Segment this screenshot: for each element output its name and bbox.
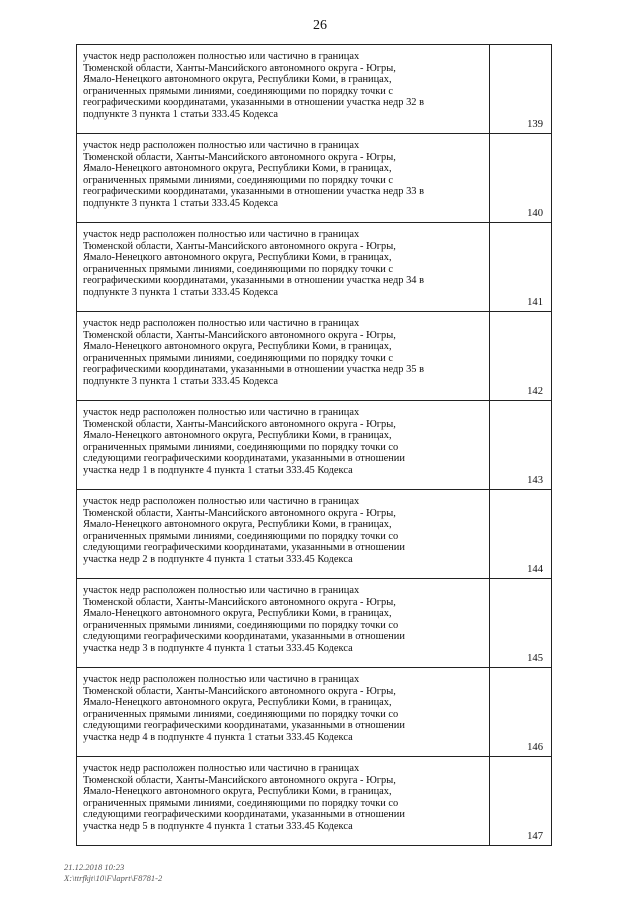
row-number: 140: [527, 208, 543, 219]
description-cell: [77, 490, 490, 579]
row-number: 139: [527, 119, 543, 130]
table-row: [77, 579, 552, 668]
number-cell: [490, 134, 552, 223]
row-description: участок недр расположен полностью или частично в границах Тюменской области, Ханты-Мансийского автономного округа - Югры, Ямало-Ненецкого автономного округа, Республики Коми, в границах, ограниченных прямыми линиями, соединяющими по порядку точки со следующими географическими координатами, указанными в отношении участка недр 3 в подпункте 4 пункта 1 статьи 333.45 Кодекса: [83, 585, 405, 654]
description-cell: [77, 757, 490, 846]
document-footer: [64, 862, 162, 884]
table-row: [77, 401, 552, 490]
row-description: участок недр расположен полностью или частично в границах Тюменской области, Ханты-Мансийского автономного округа - Югры, Ямало-Ненецкого автономного округа, Республики Коми, в границах, ограниченных прямыми линиями, соединяющими по порядку точки с географическими координатами, указанными в отношении участка недр 35 в подпункте 3 пункта 1 статьи 333.45 Кодекса: [83, 318, 424, 387]
description-cell: [77, 668, 490, 757]
table-row: [77, 134, 552, 223]
description-cell: [77, 223, 490, 312]
number-cell: [490, 668, 552, 757]
description-cell: [77, 45, 490, 134]
footer-file-path: X:\ttrfkjt\10\F\laprt\F8781-2: [64, 873, 163, 883]
footer-date: 21.12.2018 10:23: [64, 862, 125, 872]
table-row: [77, 668, 552, 757]
number-cell: [490, 312, 552, 401]
number-cell: [490, 579, 552, 668]
table-row: [77, 312, 552, 401]
row-description: участок недр расположен полностью или частично в границах Тюменской области, Ханты-Мансийского автономного округа - Югры, Ямало-Ненецкого автономного округа, Республики Коми, в границах, ограниченных прямыми линиями, соединяющими по порядку точки со следующими географическими координатами, указанными в отношении участка недр 5 в подпункте 4 пункта 1 статьи 333.45 Кодекса: [83, 763, 405, 832]
row-number: 142: [527, 386, 543, 397]
row-description: участок недр расположен полностью или частично в границах Тюменской области, Ханты-Мансийского автономного округа - Югры, Ямало-Ненецкого автономного округа, Республики Коми, в границах, ограниченных прямыми линиями, соединяющими по порядку точки со следующими географическими координатами, указанными в отношении участка недр 1 в подпункте 4 пункта 1 статьи 333.45 Кодекса: [83, 407, 405, 476]
description-cell: [77, 579, 490, 668]
row-description: участок недр расположен полностью или частично в границах Тюменской области, Ханты-Мансийского автономного округа - Югры, Ямало-Ненецкого автономного округа, Республики Коми, в границах, ограниченных прямыми линиями, соединяющими по порядку точки со следующими географическими координатами, указанными в отношении участка недр 4 в подпункте 4 пункта 1 статьи 333.45 Кодекса: [83, 674, 405, 743]
row-number: 145: [527, 653, 543, 664]
provisions-table: [76, 44, 552, 846]
row-number: 143: [527, 475, 543, 486]
row-number: 147: [527, 831, 543, 842]
description-cell: [77, 134, 490, 223]
number-cell: [490, 223, 552, 312]
table-row: [77, 45, 552, 134]
number-cell: [490, 401, 552, 490]
table-row: [77, 223, 552, 312]
table-row: [77, 757, 552, 846]
number-cell: [490, 757, 552, 846]
description-cell: [77, 312, 490, 401]
page-number: 26: [313, 18, 327, 33]
table-row: [77, 490, 552, 579]
row-description: участок недр расположен полностью или частично в границах Тюменской области, Ханты-Мансийского автономного округа - Югры, Ямало-Ненецкого автономного округа, Республики Коми, в границах, ограниченных прямыми линиями, соединяющими по порядку точки с географическими координатами, указанными в отношении участка недр 34 в подпункте 3 пункта 1 статьи 333.45 Кодекса: [83, 229, 424, 298]
row-number: 144: [527, 564, 543, 575]
row-number: 146: [527, 742, 543, 753]
number-cell: [490, 490, 552, 579]
description-cell: [77, 401, 490, 490]
number-cell: [490, 45, 552, 134]
row-description: участок недр расположен полностью или частично в границах Тюменской области, Ханты-Мансийского автономного округа - Югры, Ямало-Ненецкого автономного округа, Республики Коми, в границах, ограниченных прямыми линиями, соединяющими по порядку точки с географическими координатами, указанными в отношении участка недр 32 в подпункте 3 пункта 1 статьи 333.45 Кодекса: [83, 51, 424, 120]
row-description: участок недр расположен полностью или частично в границах Тюменской области, Ханты-Мансийского автономного округа - Югры, Ямало-Ненецкого автономного округа, Республики Коми, в границах, ограниченных прямыми линиями, соединяющими по порядку точки с географическими координатами, указанными в отношении участка недр 33 в подпункте 3 пункта 1 статьи 333.45 Кодекса: [83, 140, 424, 209]
row-number: 141: [527, 297, 543, 308]
row-description: участок недр расположен полностью или частично в границах Тюменской области, Ханты-Мансийского автономного округа - Югры, Ямало-Ненецкого автономного округа, Республики Коми, в границах, ограниченных прямыми линиями, соединяющими по порядку точки со следующими географическими координатами, указанными в отношении участка недр 2 в подпункте 4 пункта 1 статьи 333.45 Кодекса: [83, 496, 405, 565]
